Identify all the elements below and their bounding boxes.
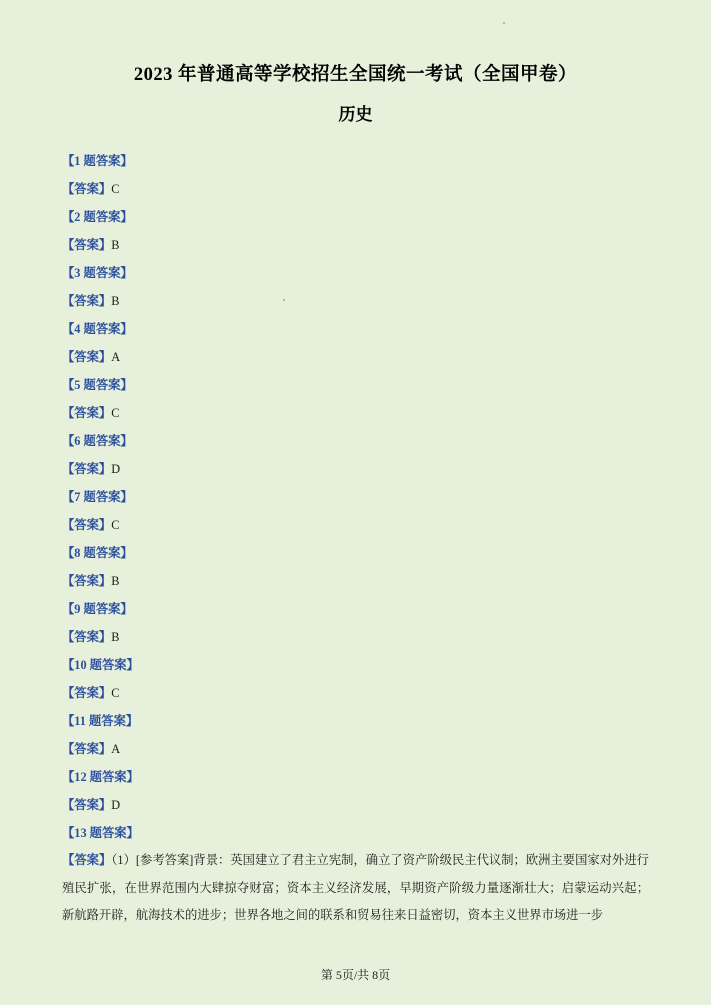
answer-label: 【答案】 xyxy=(62,798,112,812)
answer-label: 【答案】 xyxy=(62,742,112,756)
question-heading: 【5 题答案】 xyxy=(62,378,133,392)
answer-value: A xyxy=(111,350,121,364)
answer-label: 【答案】 xyxy=(62,686,112,700)
question-heading: 【10 题答案】 xyxy=(62,658,139,672)
answer-row xyxy=(62,623,649,651)
answer-row xyxy=(62,399,649,427)
question-heading: 【7 题答案】 xyxy=(62,490,133,504)
page-subtitle: 历史 xyxy=(338,105,373,124)
answer-value: C xyxy=(111,518,120,532)
answer-label: 【答案】 xyxy=(62,853,112,867)
question-heading: 【4 题答案】 xyxy=(62,322,133,336)
answer-row xyxy=(62,287,649,315)
answer-value: C xyxy=(111,182,120,196)
question-heading: 【8 题答案】 xyxy=(62,546,133,560)
answer-row xyxy=(62,175,649,203)
long-answer-text: （1）[参考答案]背景：英国建立了君主立宪制，确立了资产阶级民主代议制；欧洲主要国家对外进行殖民扩张，在世界范围内大肆掠夺财富；资本主义经济发展，早期资产阶级力量逐渐壮大；启蒙运动兴起；新航路开辟，航海技术的进步；世界各地之间的联系和贸易往来日益密切，资本主义世界市场进一步 xyxy=(62,853,649,922)
answer-value: C xyxy=(111,406,120,420)
answer-label: 【答案】 xyxy=(62,294,112,308)
answer-label: 【答案】 xyxy=(62,462,112,476)
answer-label: 【答案】 xyxy=(62,406,112,420)
answer-value: B xyxy=(111,630,120,644)
answer-row xyxy=(62,791,649,819)
question-heading: 【13 题答案】 xyxy=(62,826,139,840)
question-heading: 【1 题答案】 xyxy=(62,154,133,168)
answer-label: 【答案】 xyxy=(62,574,112,588)
page-footer: 第 5页/共 8页 xyxy=(320,968,391,982)
page-artifact-dot-top xyxy=(503,22,505,24)
answer-label: 【答案】 xyxy=(62,630,112,644)
answer-row xyxy=(62,455,649,483)
answer-value: B xyxy=(111,238,120,252)
answer-value: B xyxy=(111,574,120,588)
page-title: 2023 年普通高等学校招生全国统一考试（全国甲卷） xyxy=(133,65,578,85)
answer-row xyxy=(62,343,649,371)
answer-row xyxy=(62,735,649,763)
answer-value: D xyxy=(111,798,121,812)
answer-list xyxy=(62,147,649,930)
question-heading: 【3 题答案】 xyxy=(62,266,133,280)
answer-label: 【答案】 xyxy=(62,518,112,532)
question-heading: 【12 题答案】 xyxy=(62,770,139,784)
answer-value: C xyxy=(111,686,120,700)
page-artifact-dot-middle xyxy=(283,299,285,301)
question-heading: 【11 题答案】 xyxy=(62,714,139,728)
question-heading: 【6 题答案】 xyxy=(62,434,133,448)
answer-row xyxy=(62,679,649,707)
answer-row xyxy=(62,231,649,259)
answer-value: B xyxy=(111,294,120,308)
question-heading: 【9 题答案】 xyxy=(62,602,133,616)
answer-label: 【答案】 xyxy=(62,182,112,196)
answer-label: 【答案】 xyxy=(62,238,112,252)
answer-row xyxy=(62,567,649,595)
long-answer-paragraph xyxy=(62,847,649,930)
question-heading: 【2 题答案】 xyxy=(62,210,133,224)
answer-value: D xyxy=(111,462,121,476)
answer-label: 【答案】 xyxy=(62,350,112,364)
answer-row xyxy=(62,511,649,539)
answer-value: A xyxy=(111,742,121,756)
